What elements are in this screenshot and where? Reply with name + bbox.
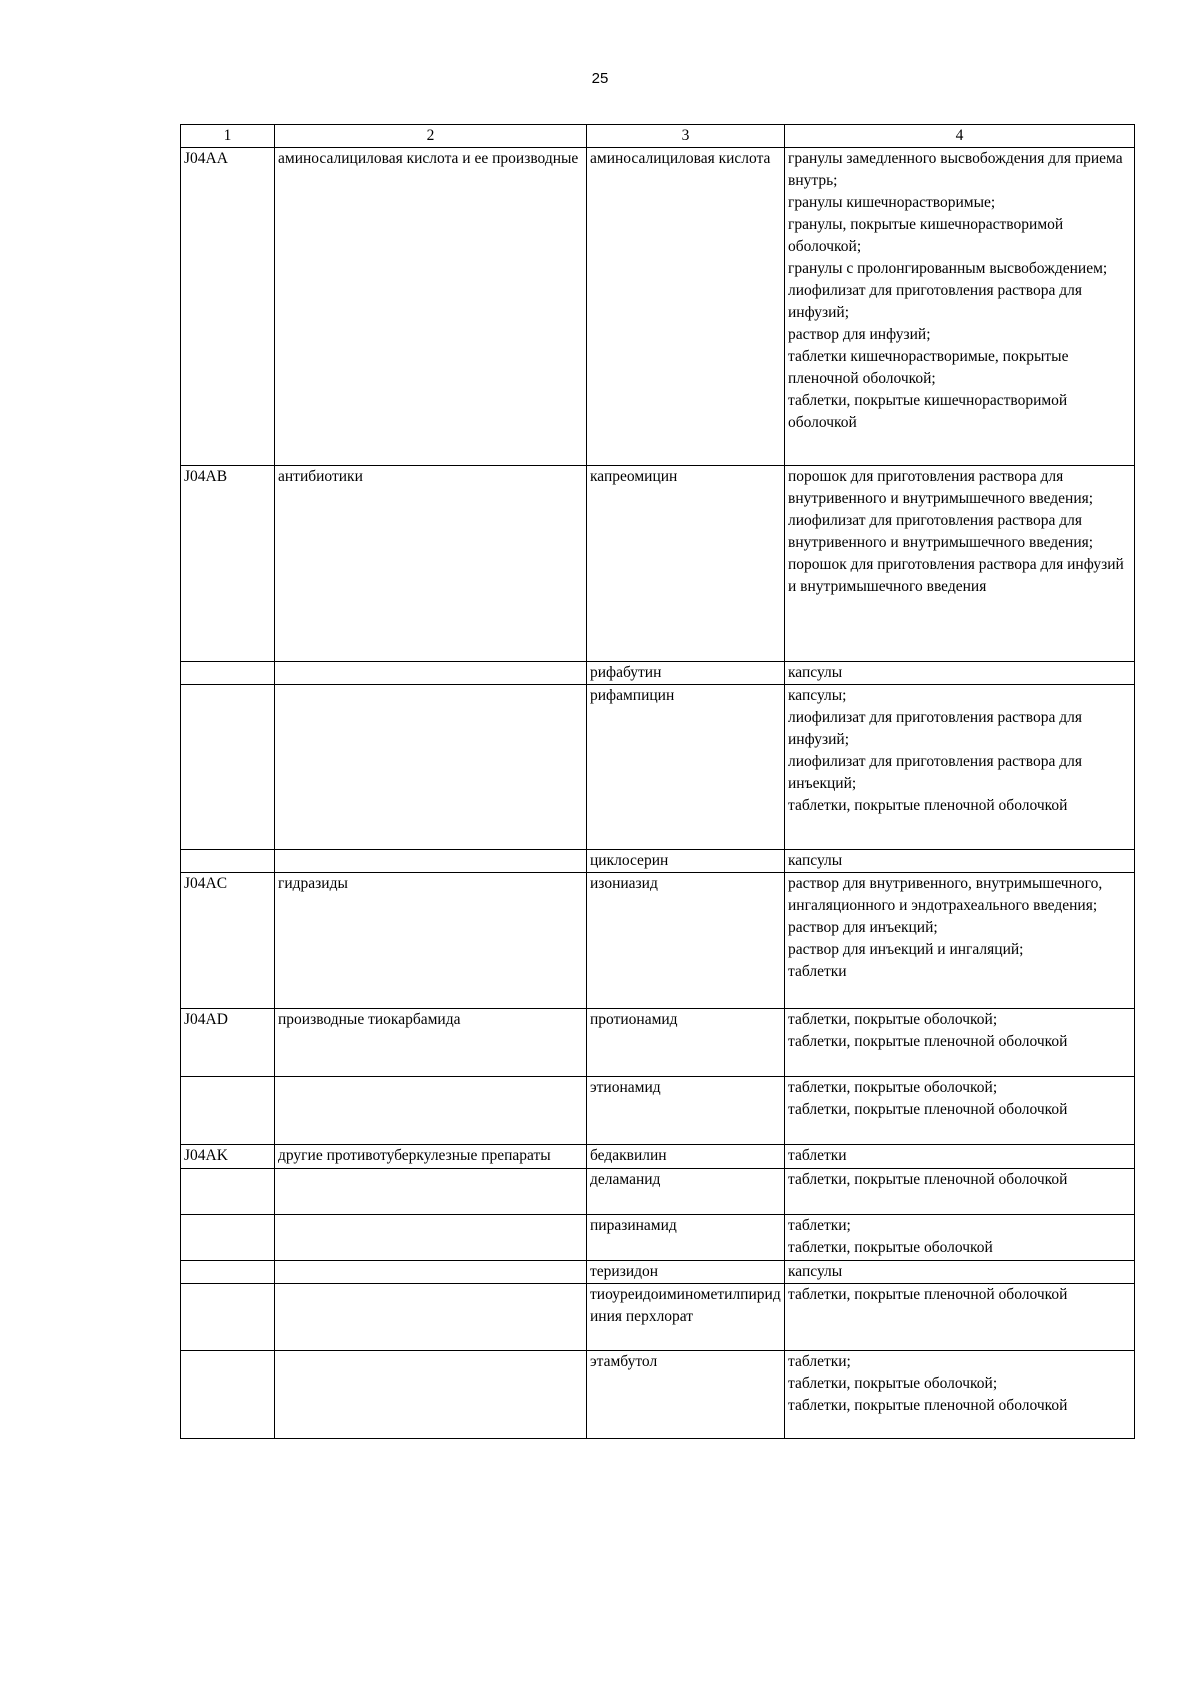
dosage-forms-cell bbox=[785, 466, 1135, 662]
dosage-forms-cell bbox=[785, 1145, 1135, 1169]
drug-name-cell: рифабутин bbox=[587, 662, 785, 685]
atc-code-cell bbox=[181, 1261, 275, 1284]
dosage-form-line: капсулы; bbox=[788, 687, 847, 704]
dosage-form-line: таблетки, покрытые оболочкой; bbox=[788, 1011, 998, 1028]
table-row bbox=[181, 685, 1135, 850]
drug-name-cell: рифампицин bbox=[587, 685, 785, 850]
header-col-1: 1 bbox=[181, 125, 275, 148]
page-number: 25 bbox=[591, 70, 609, 87]
drug-name-cell: бедаквилин bbox=[587, 1145, 785, 1169]
table-body bbox=[181, 148, 1135, 1439]
dosage-form-line: лиофилизат для приготовления раствора для инфузий; bbox=[788, 709, 1083, 748]
drug-name-cell: тиоуреидоиминометилпиридиния перхлорат bbox=[587, 1284, 785, 1351]
table-header bbox=[181, 125, 1135, 148]
dosage-form-line: гранулы, покрытые кишечнорастворимой оболочкой; bbox=[788, 216, 1064, 255]
dosage-forms-cell bbox=[785, 850, 1135, 873]
table-row bbox=[181, 1169, 1135, 1215]
dosage-form-line: таблетки; bbox=[788, 1353, 851, 1370]
pharmacological-group-cell: антибиотики bbox=[275, 466, 587, 662]
pharmacological-group-cell bbox=[275, 850, 587, 873]
pharmacological-group-cell bbox=[275, 1261, 587, 1284]
table-row bbox=[181, 873, 1135, 1009]
dosage-form-line: таблетки, покрытые пленочной оболочкой bbox=[788, 1171, 1068, 1188]
table-row bbox=[181, 1009, 1135, 1077]
dosage-form-line: лиофилизат для приготовления раствора для инъекций; bbox=[788, 753, 1083, 792]
drug-name-cell: капреомицин bbox=[587, 466, 785, 662]
drug-name-cell: аминосалициловая кислота bbox=[587, 148, 785, 466]
dosage-form-line: порошок для приготовления раствора для инфузий и внутримышечного введения bbox=[788, 556, 1124, 595]
dosage-form-line: раствор для инъекций и ингаляций; bbox=[788, 941, 1024, 958]
dosage-form-line: таблетки, покрытые пленочной оболочкой bbox=[788, 1101, 1068, 1118]
dosage-form-line: лиофилизат для приготовления раствора для инфузий; bbox=[788, 282, 1083, 321]
atc-code-cell bbox=[181, 1215, 275, 1261]
pharmacological-group-cell: другие противотуберкулезные препараты bbox=[275, 1145, 587, 1169]
dosage-forms-cell bbox=[785, 1077, 1135, 1145]
pharmacological-group-cell bbox=[275, 1077, 587, 1145]
dosage-form-line: капсулы bbox=[788, 1263, 843, 1280]
dosage-form-line: раствор для внутривенного, внутримышечного, ингаляционного и эндотрахеального введения; bbox=[788, 875, 1103, 914]
dosage-forms-cell bbox=[785, 1215, 1135, 1261]
table-row bbox=[181, 1284, 1135, 1351]
atc-code-cell bbox=[181, 1077, 275, 1145]
pharmacological-group-cell bbox=[275, 685, 587, 850]
header-col-4: 4 bbox=[785, 125, 1135, 148]
table-row bbox=[181, 466, 1135, 662]
table-row bbox=[181, 1145, 1135, 1169]
dosage-form-line: таблетки, покрытые кишечнорастворимой оболочкой bbox=[788, 392, 1068, 431]
dosage-form-line: таблетки, покрытые пленочной оболочкой bbox=[788, 797, 1068, 814]
dosage-forms-cell bbox=[785, 1351, 1135, 1439]
atc-code-cell: J04AC bbox=[181, 873, 275, 1009]
table-row bbox=[181, 1215, 1135, 1261]
table-row bbox=[181, 1351, 1135, 1439]
pharmacological-group-cell bbox=[275, 1351, 587, 1439]
dosage-forms-cell bbox=[785, 1284, 1135, 1351]
header-col-3: 3 bbox=[587, 125, 785, 148]
dosage-form-line: лиофилизат для приготовления раствора для внутривенного и внутримышечного введения; bbox=[788, 512, 1094, 551]
dosage-forms-cell bbox=[785, 148, 1135, 466]
pharmacological-group-cell: гидразиды bbox=[275, 873, 587, 1009]
drug-table bbox=[180, 124, 1135, 1439]
dosage-form-line: гранулы кишечнорастворимые; bbox=[788, 194, 996, 211]
dosage-form-line: капсулы bbox=[788, 664, 843, 681]
drug-name-cell: теризидон bbox=[587, 1261, 785, 1284]
dosage-form-line: таблетки кишечнорастворимые, покрытые пленочной оболочкой; bbox=[788, 348, 1069, 387]
dosage-forms-cell bbox=[785, 1169, 1135, 1215]
dosage-form-line: раствор для инфузий; bbox=[788, 326, 931, 343]
drug-name-cell: протионамид bbox=[587, 1009, 785, 1077]
table-row bbox=[181, 1077, 1135, 1145]
dosage-form-line: гранулы замедленного высвобождения для приема внутрь; bbox=[788, 150, 1123, 189]
atc-code-cell bbox=[181, 1284, 275, 1351]
pharmacological-group-cell: производные тиокарбамида bbox=[275, 1009, 587, 1077]
dosage-form-line: таблетки, покрытые оболочкой; bbox=[788, 1079, 998, 1096]
table-row bbox=[181, 662, 1135, 685]
drug-name-cell: этионамид bbox=[587, 1077, 785, 1145]
header-col-2: 2 bbox=[275, 125, 587, 148]
table-row bbox=[181, 148, 1135, 466]
pharmacological-group-cell bbox=[275, 1215, 587, 1261]
drug-name-cell: пиразинамид bbox=[587, 1215, 785, 1261]
dosage-form-line: таблетки, покрытые пленочной оболочкой bbox=[788, 1397, 1068, 1414]
dosage-forms-cell bbox=[785, 662, 1135, 685]
atc-code-cell: J04AD bbox=[181, 1009, 275, 1077]
dosage-form-line: таблетки bbox=[788, 1147, 847, 1164]
dosage-form-line: гранулы с пролонгированным высвобождением; bbox=[788, 260, 1108, 277]
dosage-forms-cell bbox=[785, 873, 1135, 1009]
dosage-form-line: таблетки, покрытые оболочкой; bbox=[788, 1375, 998, 1392]
dosage-form-line: таблетки bbox=[788, 963, 847, 980]
drug-name-cell: этамбутол bbox=[587, 1351, 785, 1439]
dosage-form-line: таблетки; bbox=[788, 1217, 851, 1234]
header-row bbox=[181, 125, 1135, 148]
dosage-form-line: капсулы bbox=[788, 852, 843, 869]
dosage-forms-cell bbox=[785, 685, 1135, 850]
atc-code-cell bbox=[181, 685, 275, 850]
dosage-form-line: таблетки, покрытые пленочной оболочкой bbox=[788, 1033, 1068, 1050]
drug-name-cell: изониазид bbox=[587, 873, 785, 1009]
dosage-forms-cell bbox=[785, 1261, 1135, 1284]
atc-code-cell: J04AB bbox=[181, 466, 275, 662]
pharmacological-group-cell bbox=[275, 1284, 587, 1351]
pharmacological-group-cell bbox=[275, 662, 587, 685]
dosage-forms-cell bbox=[785, 1009, 1135, 1077]
atc-code-cell: J04AK bbox=[181, 1145, 275, 1169]
drug-name-cell: циклосерин bbox=[587, 850, 785, 873]
pharmacological-group-cell bbox=[275, 1169, 587, 1215]
dosage-form-line: таблетки, покрытые оболочкой bbox=[788, 1239, 993, 1256]
dosage-form-line: раствор для инъекций; bbox=[788, 919, 938, 936]
atc-code-cell bbox=[181, 1169, 275, 1215]
dosage-form-line: таблетки, покрытые пленочной оболочкой bbox=[788, 1286, 1068, 1303]
atc-code-cell bbox=[181, 1351, 275, 1439]
drug-name-cell: деламанид bbox=[587, 1169, 785, 1215]
atc-code-cell bbox=[181, 662, 275, 685]
table-row bbox=[181, 1261, 1135, 1284]
pharmacological-group-cell: аминосалициловая кислота и ее производные bbox=[275, 148, 587, 466]
dosage-form-line: порошок для приготовления раствора для внутривенного и внутримышечного введения; bbox=[788, 468, 1094, 507]
atc-code-cell bbox=[181, 850, 275, 873]
atc-code-cell: J04AA bbox=[181, 148, 275, 466]
table-row bbox=[181, 850, 1135, 873]
